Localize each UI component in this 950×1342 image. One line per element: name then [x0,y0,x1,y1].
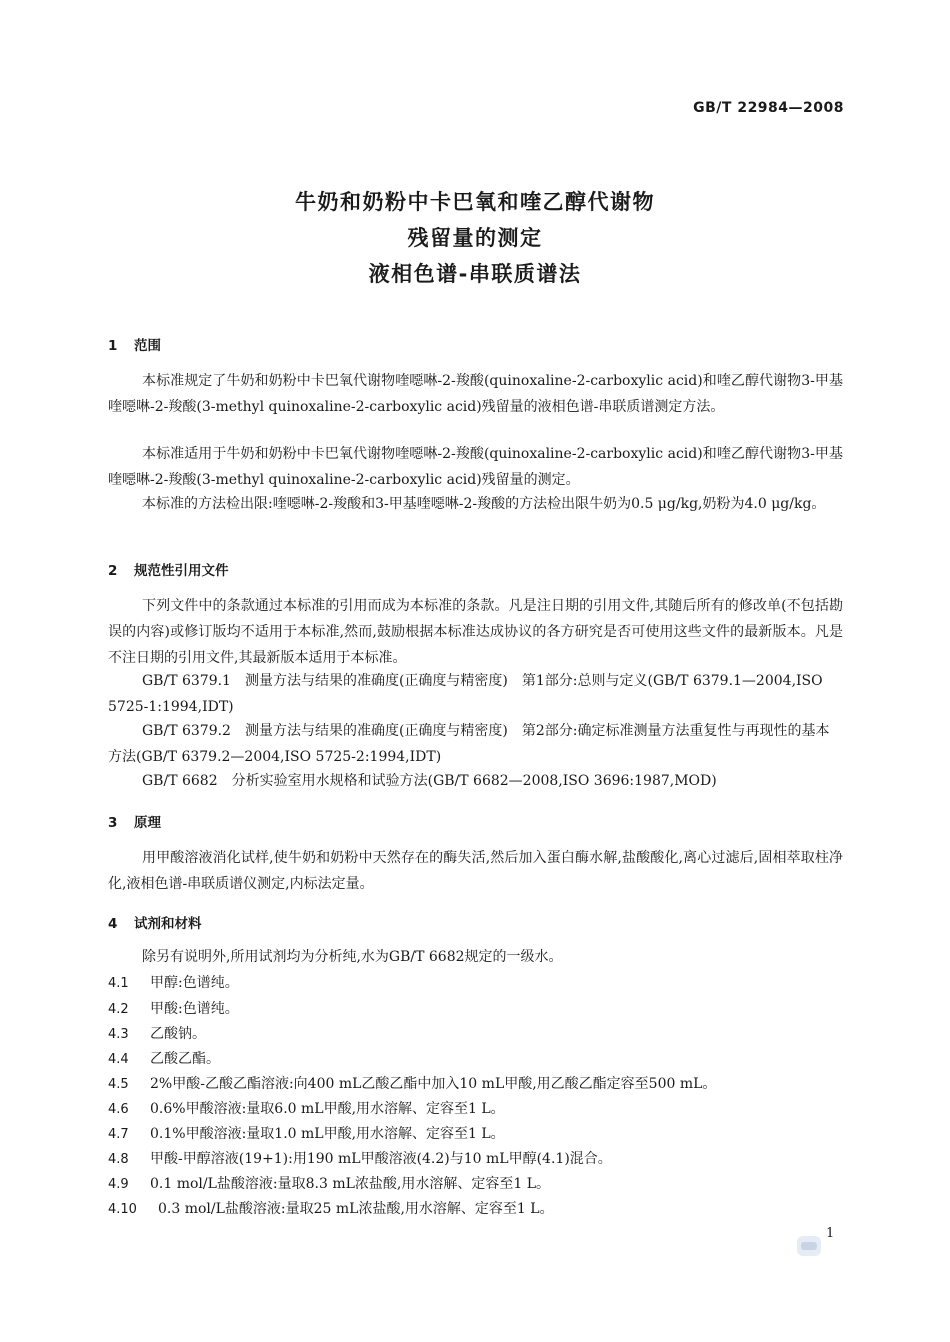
item-number: 4.4 [108,1052,129,1067]
list-item [108,1146,843,1173]
reference-gbt-6682: GB/T 6682 分析实验室用水规格和试验方法(GB/T 6682—2008,ISO 3696:1987,MOD) [142,773,717,789]
item-number: 4.7 [108,1127,129,1142]
item-text: 甲酸:色谱纯。 [150,1001,239,1017]
section-title: 原理 [134,815,161,831]
list-item [108,1096,843,1123]
section-number: 1 [108,338,118,354]
section-3-heading [108,811,161,831]
section-number: 2 [108,563,118,579]
section-1-paragraph-3: 本标准的方法检出限:喹噁啉-2-羧酸和3-甲基喹噁啉-2-羧酸的方法检出限牛奶为0.5 μg/kg,奶粉为4.0 μg/kg。 [142,496,826,512]
section-title: 规范性引用文件 [134,563,229,579]
list-item [108,1021,843,1048]
item-text: 乙酸乙酯。 [150,1051,220,1067]
section-title: 范围 [134,338,161,354]
list-item [108,1171,843,1198]
item-text: 乙酸钠。 [150,1026,206,1042]
item-number: 4.5 [108,1077,129,1092]
list-item [108,1196,843,1223]
item-text: 0.3 mol/L盐酸溶液:量取25 mL浓盐酸,用水溶解、定容至1 L。 [158,1201,554,1217]
item-text: 甲醇:色谱纯。 [150,975,239,991]
section-4-paragraph-1: 除另有说明外,所用试剂均为分析纯,水为GB/T 6682规定的一级水。 [142,949,563,965]
section-2-paragraph-1: 下列文件中的条款通过本标准的引用而成为本标准的条款。凡是注日期的引用文件,其随后所有的修改单(不包括勘误的内容)或修订版均不适用于本标准,然而,鼓励根据本标准达成协议的各方研究是否可使用这些文件的最新版本。凡是不注日期的引用文件,其最新版本适用于本标准。 [108,598,843,666]
item-number: 4.2 [108,1002,129,1017]
reference-gbt-6379-2: GB/T 6379.2 测量方法与结果的准确度(正确度与精密度) 第2部分:确定标准测量方法重复性与再现性的基本方法(GB/T 6379.2—2004,ISO 5725-2:1994,IDT) [108,723,830,765]
publisher-logo-icon [797,1236,821,1256]
title-line-2: 残留量的测定 [407,226,543,250]
item-number: 4.1 [108,976,129,991]
reference-gbt-6379-1: GB/T 6379.1 测量方法与结果的准确度(正确度与精密度) 第1部分:总则与定义(GB/T 6379.1—2004,ISO 5725-1:1994,IDT) [108,673,823,715]
item-number: 4.3 [108,1027,129,1042]
section-1-paragraph-1: 本标准规定了牛奶和奶粉中卡巴氧代谢物喹噁啉-2-羧酸(quinoxaline-2-carboxylic acid)和喹乙醇代谢物3-甲基喹噁啉-2-羧酸(3-methyl quinoxaline-2-carboxylic acid)残留量的液相色谱-串联质谱测定方法。 [108,373,843,415]
item-text: 甲酸-甲醇溶液(19+1):用190 mL甲酸溶液(4.2)与10 mL甲醇(4.1)混合。 [150,1151,612,1167]
list-item [108,1121,843,1148]
list-item [108,1071,843,1098]
item-text: 0.1%甲酸溶液:量取1.0 mL甲酸,用水溶解、定容至1 L。 [150,1126,505,1142]
item-text: 2%甲酸-乙酸乙酯溶液:向400 mL乙酸乙酯中加入10 mL甲酸,用乙酸乙酯定容至500 mL。 [150,1076,717,1092]
list-item [108,970,843,997]
section-4-heading [108,912,202,932]
page-number: 1 [826,1226,835,1241]
item-number: 4.6 [108,1102,129,1117]
list-item [108,1046,843,1073]
item-text: 0.1 mol/L盐酸溶液:量取8.3 mL浓盐酸,用水溶解、定容至1 L。 [150,1176,551,1192]
section-number: 4 [108,916,118,932]
item-number: 4.10 [108,1202,137,1217]
item-number: 4.9 [108,1177,129,1192]
section-title: 试剂和材料 [134,916,202,932]
section-2-heading [108,559,229,579]
item-number: 4.8 [108,1152,129,1167]
item-text: 0.6%甲酸溶液:量取6.0 mL甲酸,用水溶解、定容至1 L。 [150,1101,505,1117]
title-line-1: 牛奶和奶粉中卡巴氧和喹乙醇代谢物 [295,190,655,214]
section-1-paragraph-2: 本标准适用于牛奶和奶粉中卡巴氧代谢物喹噁啉-2-羧酸(quinoxaline-2-carboxylic acid)和喹乙醇代谢物3-甲基喹噁啉-2-羧酸(3-methyl quinoxaline-2-carboxylic acid)残留量的测定。 [108,446,843,488]
list-item [108,996,843,1023]
section-number: 3 [108,815,118,831]
standard-code: GB/T 22984—2008 [693,100,844,116]
title-line-3: 液相色谱-串联质谱法 [368,262,582,286]
section-3-paragraph-1: 用甲酸溶液消化试样,使牛奶和奶粉中天然存在的酶失活,然后加入蛋白酶水解,盐酸酸化,离心过滤后,固相萃取柱净化,液相色谱-串联质谱仪测定,内标法定量。 [108,850,843,892]
section-1-heading [108,334,161,354]
